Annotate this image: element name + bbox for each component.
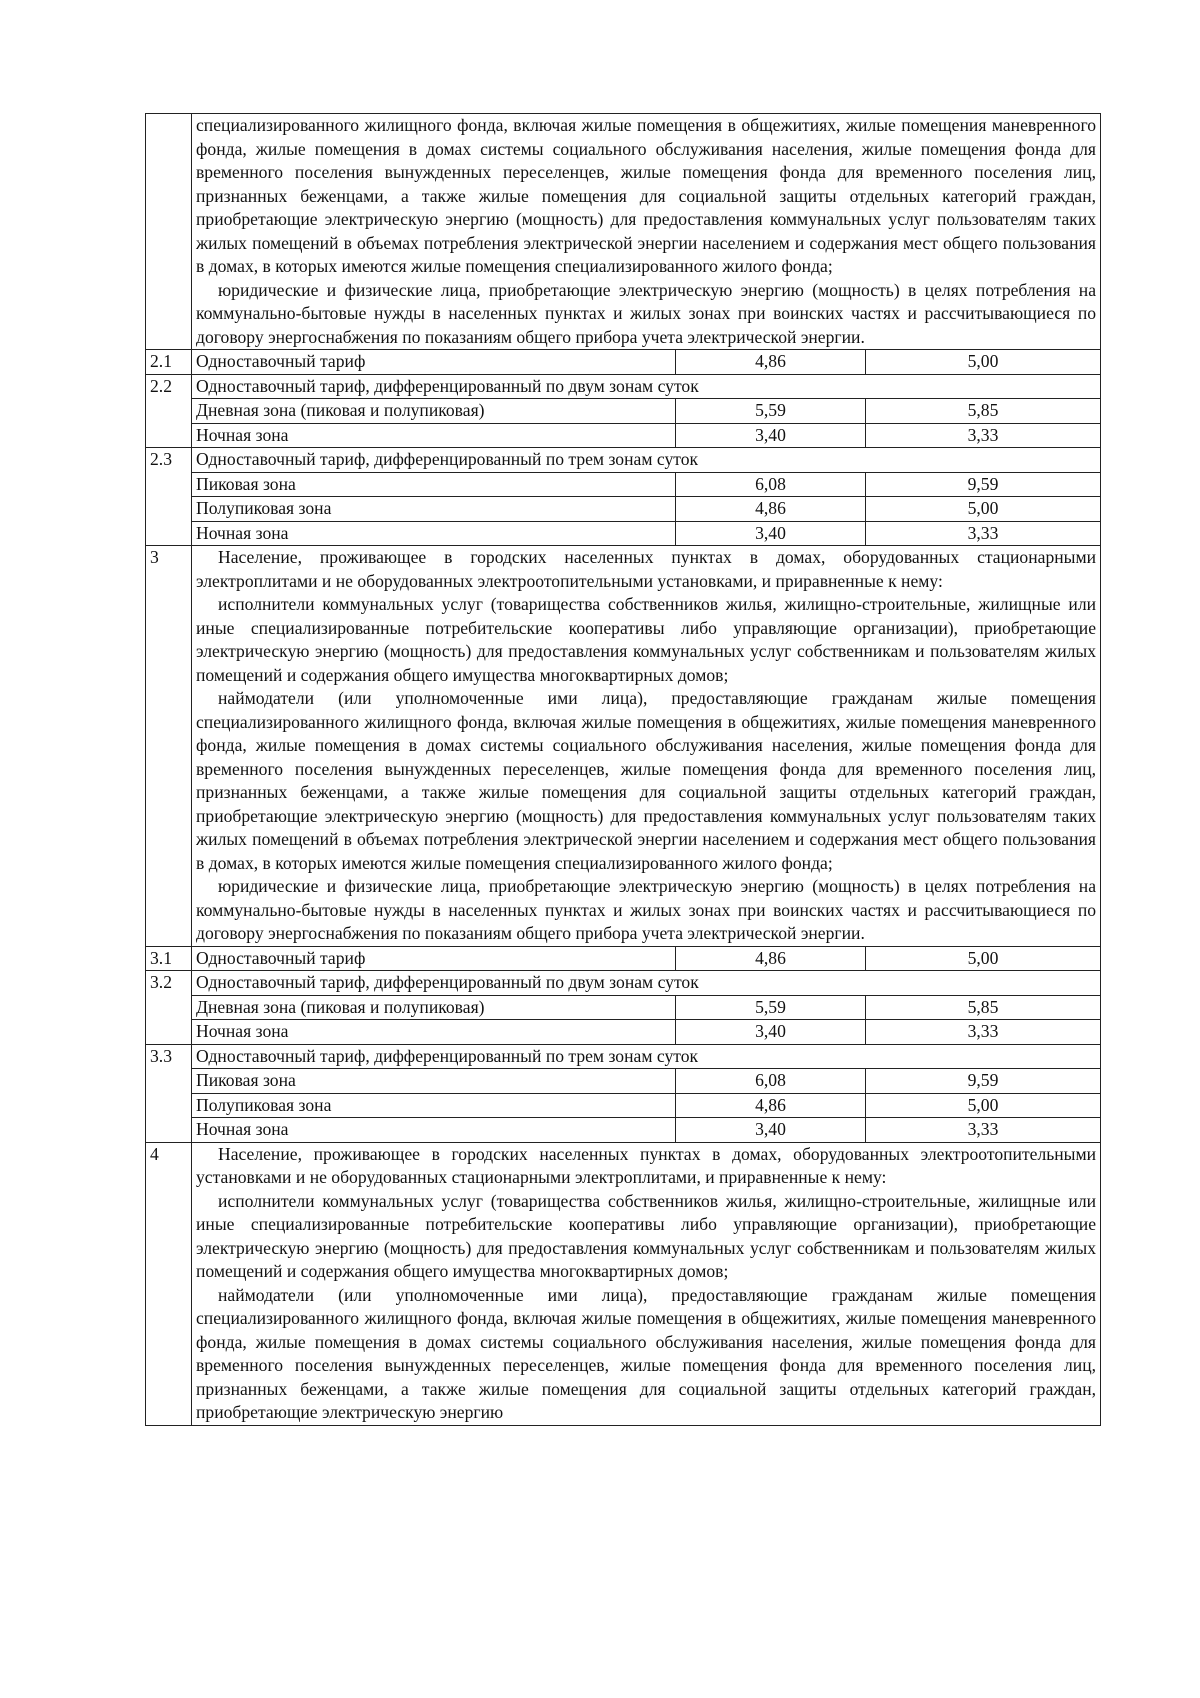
row-number: 3.3 bbox=[146, 1044, 192, 1142]
tariff-value-period2: 5,85 bbox=[866, 995, 1101, 1020]
zone-name: Ночная зона bbox=[192, 423, 676, 448]
tariff-name: Одноставочный тариф, дифференцированный по двум зонам суток bbox=[192, 971, 1101, 996]
table-row bbox=[146, 1069, 1101, 1094]
tariff-value-period1: 5,59 bbox=[676, 399, 866, 424]
zone-name: Полупиковая зона bbox=[192, 497, 676, 522]
table-row bbox=[146, 1142, 1101, 1425]
table-row bbox=[146, 521, 1101, 546]
table-row bbox=[146, 448, 1101, 473]
tariff-name: Одноставочный тариф, дифференцированный по трем зонам суток bbox=[192, 1044, 1101, 1069]
zone-name: Дневная зона (пиковая и полупиковая) bbox=[192, 399, 676, 424]
description-paragraph: Население, проживающее в городских населенных пунктах в домах, оборудованных электроотопительными установками и не оборудованных стационарными электроплитами, и приравненные к нему: bbox=[196, 1143, 1097, 1187]
table-row bbox=[146, 114, 1101, 350]
tariff-value-period2: 5,85 bbox=[866, 399, 1101, 424]
tariff-value-period1: 3,40 bbox=[676, 521, 866, 546]
tariff-value-period1: 4,86 bbox=[676, 1093, 866, 1118]
zone-name: Полупиковая зона bbox=[192, 1093, 676, 1118]
tariff-value-period1: 3,40 bbox=[676, 1020, 866, 1045]
table-row bbox=[146, 472, 1101, 497]
zone-name: Дневная зона (пиковая и полупиковая) bbox=[192, 995, 676, 1020]
tariff-value-period2: 5,00 bbox=[866, 1093, 1101, 1118]
tariff-value-period2: 5,00 bbox=[866, 946, 1101, 971]
zone-name: Ночная зона bbox=[192, 1118, 676, 1143]
tariff-value-period2: 5,00 bbox=[866, 350, 1101, 375]
description-paragraph: юридические и физические лица, приобретающие электрическую энергию (мощность) в целях потребления на коммунально-бытовые нужды в населенных пунктах и жилых зонах при воинских частях и рассчитывающиеся по договору энергоснабжения по показаниям общего прибора учета электрической энергии. bbox=[196, 876, 1097, 943]
zone-name: Ночная зона bbox=[192, 521, 676, 546]
table-row bbox=[146, 1118, 1101, 1143]
table-row bbox=[146, 1093, 1101, 1118]
tariff-value-period1: 3,40 bbox=[676, 1118, 866, 1143]
description-paragraph: специализированного жилищного фонда, включая жилые помещения в общежитиях, жилые помещения маневренного фонда, жилые помещения в домах системы социального обслуживания населения, жилые помещения фонда для временного поселения вынужденных переселенцев, жилые помещения фонда для временного поселения лиц, признанных беженцами, а также жилые помещения для социальной защиты отдельных категорий граждан, приобретающие электрическую энергию (мощность) для предоставления коммунальных услуг пользователям таких жилых помещений в объемах потребления электрической энергии населением и содержания мест общего пользования в домах, в которых имеются жилые помещения специализированного жилого фонда; bbox=[196, 115, 1097, 276]
tariff-value-period2: 3,33 bbox=[866, 1118, 1101, 1143]
table-row bbox=[146, 995, 1101, 1020]
table-row bbox=[146, 1044, 1101, 1069]
tariff-value-period2: 3,33 bbox=[866, 521, 1101, 546]
row-number bbox=[146, 114, 192, 350]
table-row bbox=[146, 546, 1101, 947]
row-number: 4 bbox=[146, 1142, 192, 1425]
zone-name: Ночная зона bbox=[192, 1020, 676, 1045]
tariff-value-period2: 3,33 bbox=[866, 423, 1101, 448]
zone-name: Пиковая зона bbox=[192, 472, 676, 497]
table-row bbox=[146, 971, 1101, 996]
description-paragraph: Население, проживающее в городских населенных пунктах в домах, оборудованных стационарными электроплитами и не оборудованных электроотопительными установками, и приравненные к нему: bbox=[196, 547, 1097, 591]
description-paragraph: наймодатели (или уполномоченные ими лица), предоставляющие гражданам жилые помещения специализированного жилищного фонда, включая жилые помещения в общежитиях, жилые помещения маневренного фонда, жилые помещения в домах системы социального обслуживания населения, жилые помещения фонда для временного поселения вынужденных переселенцев, жилые помещения фонда для временного поселения лиц, признанных беженцами, а также жилые помещения для социальной защиты отдельных категорий граждан, приобретающие электрическую энергию bbox=[196, 1284, 1097, 1422]
row-number: 2.1 bbox=[146, 350, 192, 375]
description-paragraph: наймодатели (или уполномоченные ими лица), предоставляющие гражданам жилые помещения специализированного жилищного фонда, включая жилые помещения в общежитиях, жилые помещения маневренного фонда, жилые помещения в домах системы социального обслуживания населения, жилые помещения фонда для временного поселения вынужденных переселенцев, жилые помещения фонда для временного поселения лиц, признанных беженцами, а также жилые помещения для социальной защиты отдельных категорий граждан, приобретающие электрическую энергию (мощность) для предоставления коммунальных услуг пользователям таких жилых помещений в объемах потребления электрической энергии населением и содержания мест общего пользования в домах, в которых имеются жилые помещения специализированного жилого фонда; bbox=[196, 688, 1097, 873]
tariff-value-period1: 6,08 bbox=[676, 472, 866, 497]
tariff-value-period2: 3,33 bbox=[866, 1020, 1101, 1045]
table-row bbox=[146, 374, 1101, 399]
tariff-value-period1: 4,86 bbox=[676, 497, 866, 522]
table-row bbox=[146, 399, 1101, 424]
tariff-table bbox=[145, 113, 1101, 1426]
tariff-name: Одноставочный тариф bbox=[192, 946, 676, 971]
row-number: 2.3 bbox=[146, 448, 192, 546]
table-row bbox=[146, 1020, 1101, 1045]
tariff-value-period1: 6,08 bbox=[676, 1069, 866, 1094]
table-row bbox=[146, 350, 1101, 375]
row-number: 3.1 bbox=[146, 946, 192, 971]
category-description bbox=[192, 1142, 1101, 1425]
category-description bbox=[192, 546, 1101, 947]
tariff-value-period1: 4,86 bbox=[676, 946, 866, 971]
description-paragraph: исполнители коммунальных услуг (товарищества собственников жилья, жилищно-строительные, жилищные или иные специализированные потребительские кооперативы либо управляющие организации), приобретающие электрическую энергию (мощность) для предоставления коммунальных услуг собственникам и пользователям жилых помещений и содержания общего имущества многоквартирных домов; bbox=[196, 594, 1097, 685]
row-number: 3.2 bbox=[146, 971, 192, 1045]
tariff-name: Одноставочный тариф bbox=[192, 350, 676, 375]
row-number: 2.2 bbox=[146, 374, 192, 448]
tariff-value-period2: 9,59 bbox=[866, 472, 1101, 497]
tariff-value-period1: 5,59 bbox=[676, 995, 866, 1020]
tariff-value-period1: 4,86 bbox=[676, 350, 866, 375]
table-row bbox=[146, 497, 1101, 522]
tariff-value-period2: 9,59 bbox=[866, 1069, 1101, 1094]
description-paragraph: юридические и физические лица, приобретающие электрическую энергию (мощность) в целях потребления на коммунально-бытовые нужды в населенных пунктах и жилых зонах при воинских частях и рассчитывающиеся по договору энергоснабжения по показаниям общего прибора учета электрической энергии. bbox=[196, 279, 1097, 347]
zone-name: Пиковая зона bbox=[192, 1069, 676, 1094]
description-paragraph: исполнители коммунальных услуг (товарищества собственников жилья, жилищно-строительные, жилищные или иные специализированные потребительские кооперативы либо управляющие организации), приобретающие электрическую энергию (мощность) для предоставления коммунальных услуг собственникам и пользователям жилых помещений и содержания общего имущества многоквартирных домов; bbox=[196, 1190, 1097, 1281]
tariff-value-period2: 5,00 bbox=[866, 497, 1101, 522]
tariff-name: Одноставочный тариф, дифференцированный по двум зонам суток bbox=[192, 374, 1101, 399]
tariff-value-period1: 3,40 bbox=[676, 423, 866, 448]
tariff-name: Одноставочный тариф, дифференцированный по трем зонам суток bbox=[192, 448, 1101, 473]
row-number: 3 bbox=[146, 546, 192, 947]
category-description bbox=[192, 114, 1101, 350]
table-row bbox=[146, 946, 1101, 971]
table-row bbox=[146, 423, 1101, 448]
